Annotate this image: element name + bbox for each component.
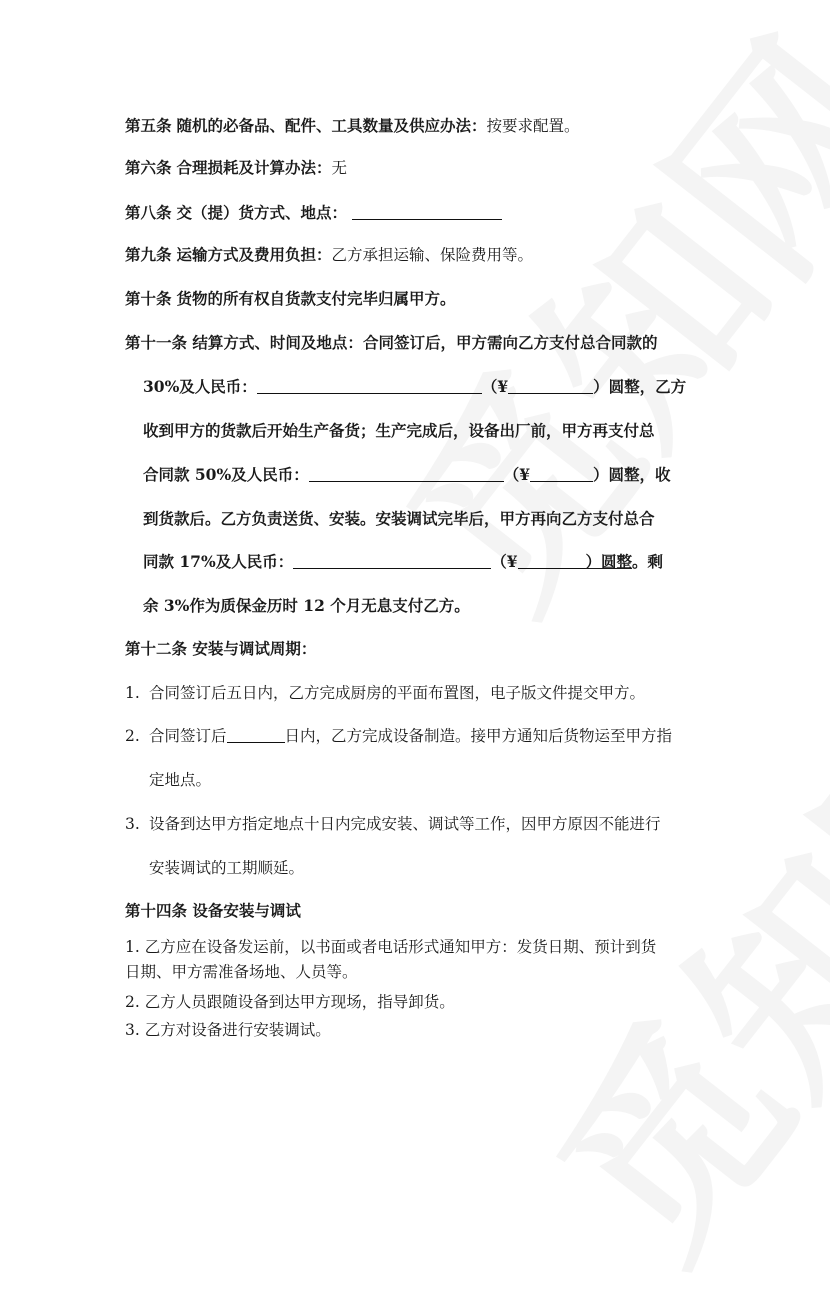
- article-12: [125, 637, 316, 659]
- payment-2-yen-blank[interactable]: [530, 466, 593, 482]
- payment-1-yen: （¥: [481, 377, 509, 396]
- article-11-line-6: [143, 550, 663, 572]
- list-item-continued: 安装调试的工期顺延。: [149, 859, 305, 877]
- article-11-line-4: [143, 463, 671, 485]
- article-5-label: 第五条: [125, 116, 172, 135]
- article-10-title: 货物的所有权自货款支付完毕归属甲方。: [176, 289, 456, 308]
- article-11-line-7: 余 3%作为质保金历时 12 个月无息支付乙方。: [143, 596, 470, 615]
- list-item: 1. 合同签订后五日内，乙方完成厨房的平面布置图，电子版文件提交甲方。: [125, 684, 646, 702]
- list-item-continued: 日期、甲方需准备场地、人员等。: [125, 963, 358, 981]
- days-blank[interactable]: [227, 727, 285, 743]
- article-14: [125, 899, 301, 921]
- article-8-title: 交（提）货方式、地点：: [176, 203, 347, 222]
- article-6-label: 第六条: [125, 158, 172, 177]
- article-5: [125, 114, 579, 136]
- article-9-label: 第九条: [125, 245, 172, 264]
- article-8: [125, 201, 502, 223]
- article-6: [125, 156, 347, 178]
- article-9-title: 运输方式及费用负担：: [176, 245, 332, 264]
- payment-3-text: 同款 17%及人民币：: [143, 552, 294, 571]
- article-12-label: 第十二条: [125, 639, 188, 658]
- payment-3-yen-blank[interactable]: [518, 553, 586, 569]
- article-9: [125, 243, 533, 265]
- payment-2-amount-blank[interactable]: [309, 466, 504, 482]
- list-item: 2. 乙方人员跟随设备到达甲方现场，指导卸货。: [125, 993, 455, 1011]
- article-11-line-1: [125, 331, 657, 353]
- article-8-label: 第八条: [125, 203, 172, 222]
- payment-1-yen-blank[interactable]: [508, 378, 593, 394]
- article-11-label: 第十一条: [125, 333, 188, 352]
- article-11-line-5: 到货款后。乙方负责送货、安装。安装调试完毕后，甲方再向乙方支付总合: [143, 509, 655, 528]
- payment-1-tail: ）圆整，乙方: [593, 377, 687, 396]
- article-5-title: 随机的必备品、配件、工具数量及供应办法：: [176, 116, 487, 135]
- payment-2-yen: （¥: [503, 465, 530, 484]
- list-item-continued: 定地点。: [149, 771, 212, 789]
- payment-1-text: 30%及人民币：: [143, 377, 257, 396]
- article-12-title: 安装与调试周期：: [192, 639, 317, 658]
- article-6-value: 无: [331, 159, 347, 177]
- article-11-line-2: [143, 375, 686, 397]
- payment-2-tail: ）圆整，收: [593, 465, 671, 484]
- article-9-value: 乙方承担运输、保险费用等。: [331, 246, 533, 264]
- article-5-value: 按要求配置。: [486, 117, 580, 135]
- list-item: 3. 设备到达甲方指定地点十日内完成安装、调试等工作，因甲方原因不能进行: [125, 815, 661, 833]
- payment-3-amount-blank[interactable]: [293, 553, 491, 569]
- payment-2-text: 合同款 50%及人民币：: [143, 465, 309, 484]
- list-item: 3. 乙方对设备进行安装调试。: [125, 1021, 331, 1039]
- article-11-text: 合同签订后，甲方需向乙方支付总合同款的: [362, 333, 658, 352]
- list-item: 1. 乙方应在设备发运前，以书面或者电话形式通知甲方：发货日期、预计到货: [125, 938, 657, 956]
- payment-1-amount-blank[interactable]: [257, 378, 482, 394]
- article-11-title: 结算方式、时间及地点：: [192, 333, 363, 352]
- payment-3-remaining: 。剩: [632, 552, 664, 571]
- article-6-title: 合理损耗及计算办法：: [176, 158, 332, 177]
- article-10: [125, 287, 455, 309]
- payment-3-yen: （¥: [491, 552, 518, 571]
- article-11-line-3: 收到甲方的货款后开始生产备货；生产完成后，设备出厂前，甲方再支付总: [143, 421, 655, 440]
- delivery-location-blank[interactable]: [352, 204, 502, 220]
- list-item: 2. 合同签订后 日内，乙方完成设备制造。接甲方通知后货物运至甲方指: [125, 727, 673, 745]
- article-14-title: 设备安装与调试: [192, 901, 301, 920]
- payment-3-tail: ）圆整: [585, 552, 633, 571]
- article-14-label: 第十四条: [125, 901, 188, 920]
- article-10-label: 第十条: [125, 289, 172, 308]
